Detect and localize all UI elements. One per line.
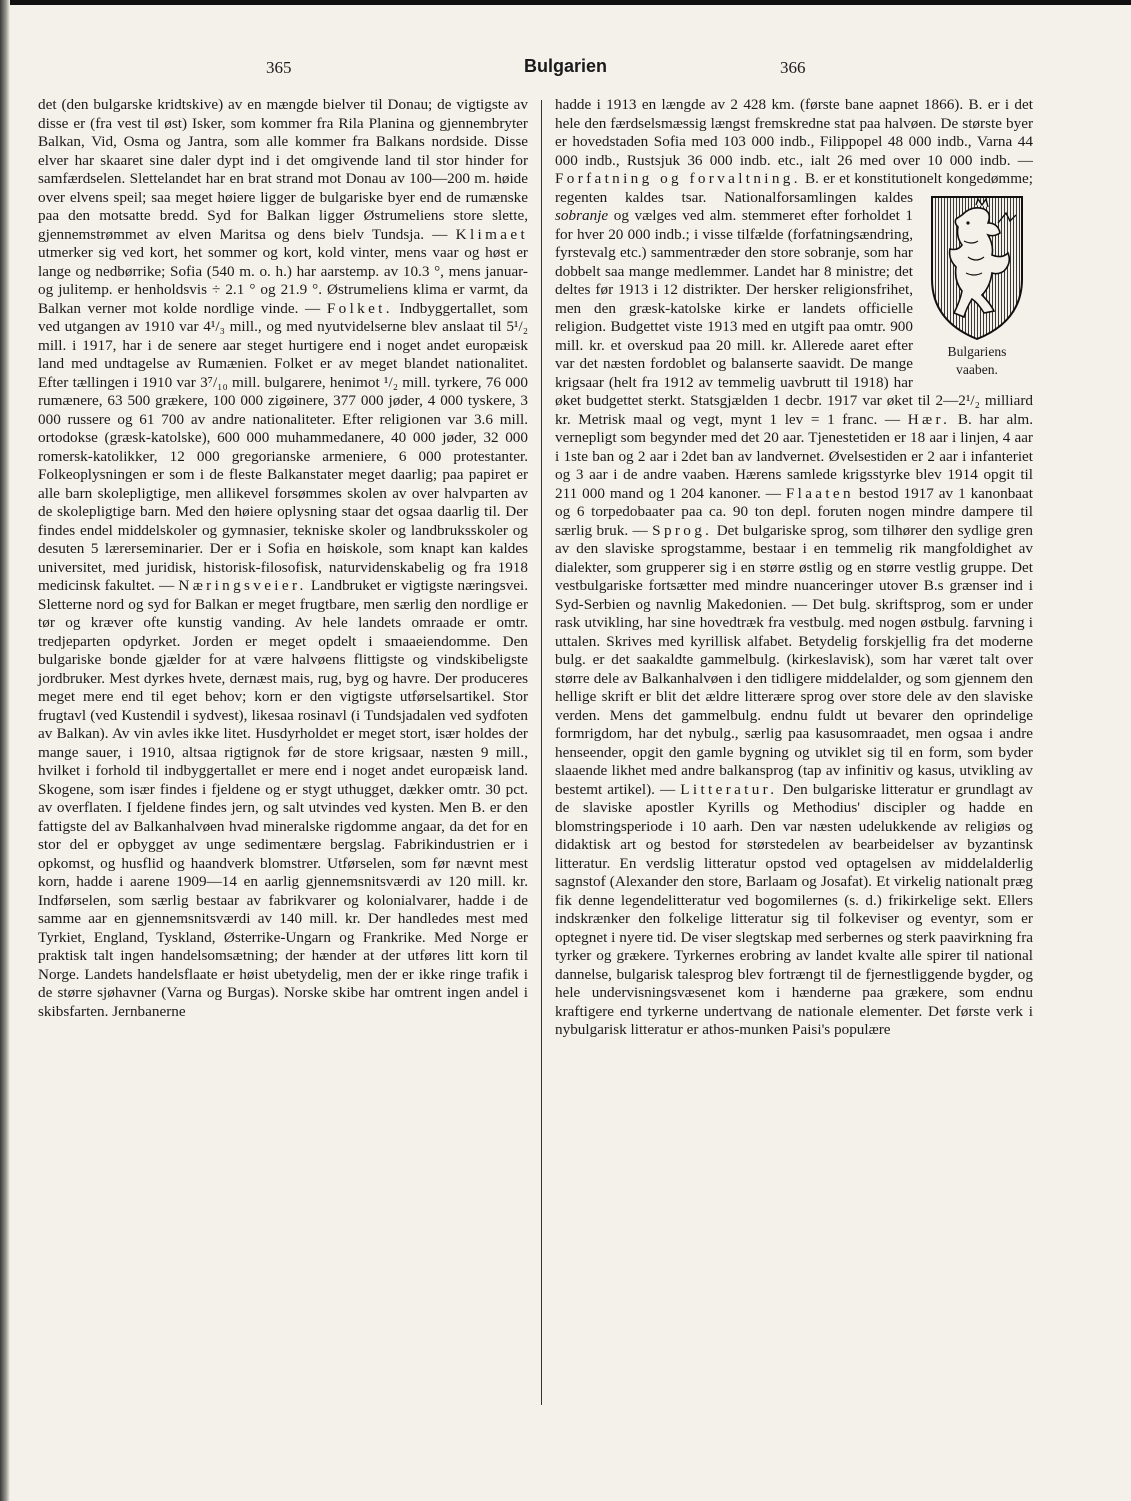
figure-caption — [948, 344, 1007, 378]
scan-top-edge — [0, 0, 1131, 5]
section-head-literature: Litteratur. — [680, 780, 778, 798]
left-column — [38, 96, 528, 1021]
column-divider — [541, 100, 542, 1405]
section-head-army: Hær. — [907, 410, 951, 428]
paragraph-people: Indbyggertallet, som ved utgangen av 1910 var 4¹/₃ mill., og med nyutvidelserne blev anslaat til 5¹/₂ mill. i 1917, har i de senere aar steget hurtigere end i noget andet europæisk land med undtagelse av Rumænien. Folket er av meget blandet nationalitet. Efter tællingen i 1910 var 3⁷/₁₀ mill. bulgarere, henimot ¹/₂ mill. tyrkere, 76 000 rumænere, 63 500 grækere, 100 000 zigøinere, 377 000 jøder, 4 000 tyskere, 3 000 russere og 61 700 av andre nationaliteter. Efter religionen var 3.6 mill. ortodokse (græsk-katolske), 600 000 muhammedanere, 40 000 jøder, 32 000 romersk-katolikker, 12 000 gregorianske armeniere, 6 000 protestanter. Folkeoplysningen er som i de fleste Balkanstater meget daarlig; paa papiret er alle barn skolepligtige, men allikevel forsømmes skolen av over halvparten av de skolepligtige barn. Med den høiere oplysning staar det ogsaa daarlig til. Der findes endel middelskoler og gymnasier, tekniske skoler og landbruksskoler og desuten 5 lærerseminarier. Der er i Sofia en høiskole, som knapt kan kaldes universitet, med juridisk, historisk-filosofisk, naturvidenskabelig og fra 1918 medicinsk fakultet. — — [38, 299, 529, 594]
caption-line-2: vaaben. — [956, 362, 998, 377]
paragraph-climate: utmerker sig ved kort, het sommer og kort, kold vinter, mens vaar og høst er lange og nedbørrike; Sofia (540 m. o. h.) har aarstemp. av 10.3 °, mens januar- og julitemp. er henholdsvis ÷ 2.1 ° og 21.9 °. Østrumeliens klima er varmt, da Balkan verner mot kolde nordlige vinde. — — [38, 244, 528, 317]
page-number-left: 365 — [266, 58, 292, 77]
paragraph-constitution-a: B. er et konstitutionelt kongedømme; regenten kaldes tsar. Nationalforsamlingen kaldes — [555, 170, 1034, 206]
paragraph-language: Det bulgariske sprog, som tilhører den sydlige gren av den slaviske sprogstamme, bestaar i en temmelig rik mangfoldighet av dialekter, som grupperer sig i en større østlig og en større vestlig gruppe. Det vestbulgariske fortsætter med mindre nuanceringer utover B.s grænser ind i Syd-Serbien og navnlig Makedonien. — Det bulg. skriftsprog, som er under rask utvikling, har sine hovedtræk fra vestbulg. med nogen østbulg. farvning i uttalen. Skrives med kyrillisk alfabet. Betydelig forskjellig fra det moderne bulg. er det saakaldte gammelbulg. (kirkeslavisk), som har været talt over større dele av Balkanhalvøen i den tidligere middelalder, og som gjennem den hellige skrift er blit det ældre litterære sprog over store dele av den slaviske verden. Mens det gammelbulg. endnu fuldt ut bevarer den oprindelige formrigdom, har det nybulg., særlig paa kasusomraadet, men ogsaa i andre henseender, opgit den gamle bygning og utviklet sig til en form, som byder slaaende likhet med andre balkansprog (tap av infinitiv og kasus, utvikling av bestemt artikel). — — [555, 521, 1034, 798]
section-head-constitution: Forfatning og forvaltning. — [555, 170, 801, 187]
section-head-language: Sprog. — [652, 521, 713, 539]
body-text — [555, 96, 1033, 1040]
paragraph-navy: bestod 1917 av 1 kanonbaat og 6 torpedobaater paa ca. 90 ton depl. foruten nogen mindre dampere til særlig bruk. — — [555, 484, 1034, 539]
paragraph-constitution-b: og vælges ved alm. stemmeret efter forholdet 1 for hver 20 000 indb.; i visse tilfælde (forfatningsændring, fyrstevalg etc.) sammentræder den store sobranje, som har dobbelt saa mange medlemmer. Landet har 8 ministre; det deltes før 1913 i 12 distrikter. Der hersker religionsfrihet, men den græsk-katolske kirke er landets officielle religion. Budgettet viste 1913 med en utgift paa omtr. 900 mill. kr. et overskud paa 20 mill. kr. Allerede aaret efter var det næsten fordoblet og balanserte saavidt. De mange krigsaar (helt fra 1912 av temmelig uavbrutt til 1918) har øket budgettet sterkt. Statsgjælden 1 decbr. 1917 var øket til 2—2¹/₂ milliard kr. Metrisk maal og vegt, mynt 1 lev = 1 franc. — — [555, 207, 1033, 428]
coat-of-arms-lion-icon — [928, 193, 1026, 343]
paragraph-industries: Landbruket er vigtigste næringsvei. Sletterne nord og syd for Balkan er meget frugtbare, men særlig den nordlige er tør og kræver ofte kunstig vanding. Av hele landets omraade er omtr. tredjeparten opdyrket. Jorden er meget opdelt i smaaeiendomme. Den bulgariske bonde gjælder for at være halvøens flittigste og vindskibeligste jordbruker. Mest dyrkes hvete, dernæst mais, rug, byg og havre. Der produceres meget mere end til eget behov; korn er den vigtigste utførselsartikel. Stor frugtavl (ved Kustendil i sydvest), likesaa rosinavl (i Tundsjadalen ved sydfoten av Balkan). Av vin avles ikke litet. Husdyrholdet er meget stort, især holdes der mange sauer, i 1910, altsaa rigtignok før de store krigsaar, næsten 9 mill., hvilket i forhold til indbyggertallet er mere end i noget andet europæisk land. Skogene, som især findes i fjeldene og er stygt uthugget, dækker omtr. 30 pct. av overflaten. I fjeldene findes jern, og salt utvindes ved kysten. Men B. er den fattigste del av Balkanhalvøen hvad mineralske rigdomme angaar, da det for en stor del er opbygget av unge sedimentære bergslag. Fabrikindustrien er i opkomst, og husflid og haandverk blomstrer. Utførselen, som før nævnt mest korn, hadde i aarene 1909—14 en aarlig gjennemsnitsværdi av 120 mill. kr. Indførselen, som særlig bestaar av fabrikvarer og kolonialvarer, hadde i de samme aar en gjennemsnitsværdi av 140 mill. kr. Der handledes mest med Tyrkiet, England, Tyskland, Østerrike-Ungarn og Frankrike. Med Norge er praktisk talt ingen handelsomsætning; der hænder at der utføres litt korn til Norge. Landets handelsflaate er høist ubetydelig, men der er ikke ringe trafik i de større sjøhavner (Varna og Burgas). Norske skibe har omtrent ingen andel i skibsfarten. Jernbanerne — [38, 577, 529, 1020]
paragraph-army: B. har alm. vernepligt som begynder med det 20 aar. Tjenestetiden er 18 aar i linjen, 4 aar i 1ste ban og 2 aar i 2det ban av landvernet. Øvelsestiden er 2 aar i infanteriet og 3 aar i de andre vaaben. Hærens samlede krigsstyrke blev 1914 opgit til 211 000 mand og 1 204 kanoner. — — [555, 410, 1034, 502]
paragraph-cities: hadde i 1913 en længde av 2 428 km. (første bane aapnet 1866). B. er i det hele den færdselsmæssig længst fremskredne stat paa halvøen. De største byer er hovedstaden Sofia med 103 000 indb., Filippopel 48 000 indb., Varna 44 000 indb., Rustsjuk 36 000 indb. etc., ialt 26 med over 10 000 indb. — — [555, 96, 1033, 169]
body-text — [38, 96, 528, 1021]
paragraph-literature: Den bulgariske litteratur er grundlagt av de slaviske apostler Kyrills og Methodius' discipler og hadde en blomstringsperiode i 10 aarh. Den var næsten udelukkende av religiøs og didaktisk art og bestod for størstedelen av bearbeidelser av byzantinsk litteratur. En verdslig litteratur opstod ved optagelsen av middelalderlig sagnstof (Alexander den store, Barlaam og Josafat). Et virkelig nationalt præg fik denne legendelitteratur ved bogomilernes (s. d.) frikirkelige sekt. Ellers indskrænker den folkelige litteratur sig til folkeviser og eventyr, som er optegnet i nyere tid. De viser slegtskap med serbernes og sterk paavirkning fra tyrker og grækere. Tyrkernes erobring av landet kvalte alle spirer til national dannelse, bulgarisk talesprog blev fortrængt til de fjernestliggende bygder, og hele undervisningsvæsenet kom i hænderne paa grækere, som endnu kraftigere end tyrkerne undertvang de nationale elementer. Det første verk i nybulgarisk litteratur er athos-munken Paisi's populære — [555, 780, 1034, 1038]
page-title: Bulgarien — [523, 56, 607, 76]
paragraph-geography: det (den bulgarske kridtskive) av en mængde bielver til Donau; de vigtigste av disse er (fra vest til øst) Isker, som kommer fra Rila Planina og gjennembryter Balkan, Vid, Osma og Jantra, som alle kommer fra Balkans nordside. Disse elver har skaaret sine daler dypt ind i det omgivende land til stor hinder for samfærdselen. Slettelandet har en brat strand mot Donau av 100—200 m. høide over elvens speil; saa meget høiere ligger de bulgariske byer end de rumænske paa den motsatte bredd. Syd for Balkan ligger Østrumeliens store slette, gjennemstrømmet av elven Maritsa og dens bielv Tundsja. — — [38, 96, 528, 243]
right-column — [555, 96, 1033, 1040]
section-head-industries: Næringsveier. — [178, 577, 307, 594]
section-head-climate: Klimaet — [455, 225, 529, 243]
term-sobranje: sobranje — [555, 207, 609, 224]
coat-of-arms-figure — [921, 193, 1033, 380]
caption-line-1: Bulgariens — [947, 343, 1007, 359]
section-head-people: Folket. — [326, 299, 393, 317]
section-head-navy: Flaaten — [785, 484, 854, 502]
scan-binding-shadow — [0, 0, 10, 1501]
page-number-right: 366 — [780, 58, 806, 77]
